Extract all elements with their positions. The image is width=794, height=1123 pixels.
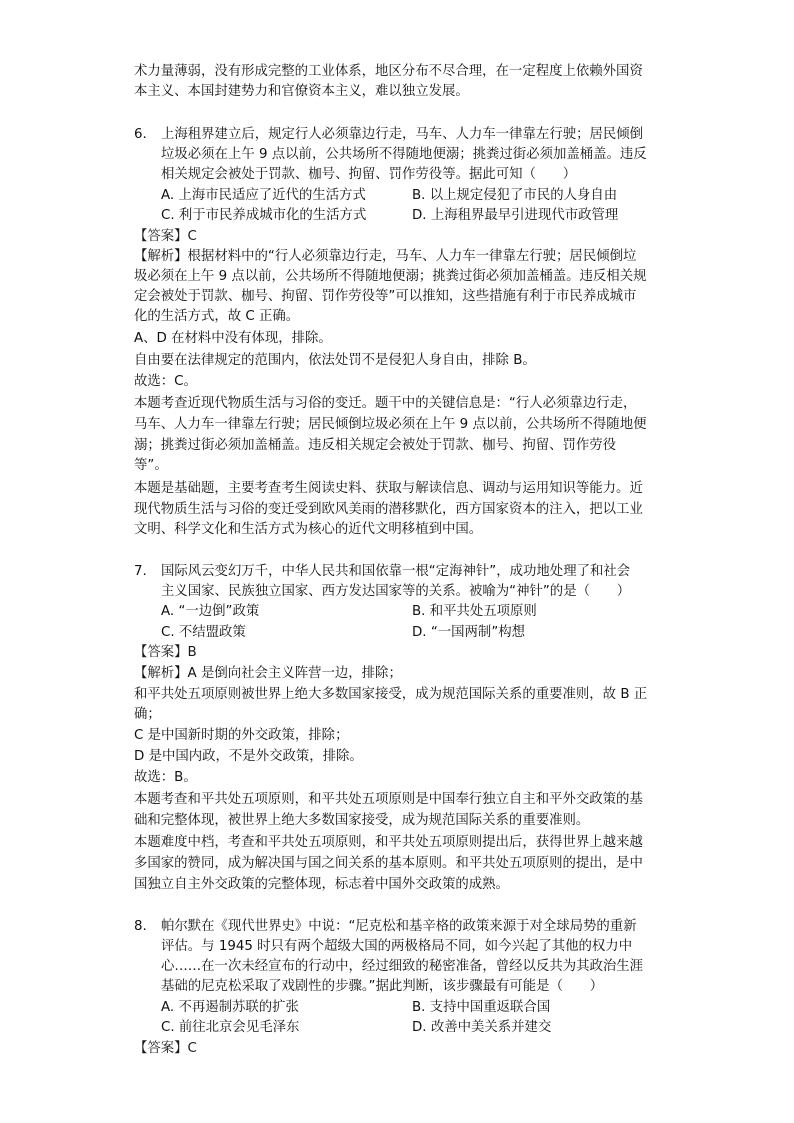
question-6-analysis: 故选：C。 (134, 374, 197, 389)
question-6-stem: 相关规定会被处于罚款、枷号、拘留、罚作劳役等。据此可知（ ） (161, 167, 577, 182)
question-7-analysis: 【解析】A 是倒向社会主义阵营一边，排除； (134, 666, 402, 681)
question-6-analysis: 定会被处于罚款、枷号、拘留、罚作劳役等”可以推知，这些措施有利于市民养成城市 (134, 289, 637, 304)
question-6-answer: 【答案】C (134, 229, 197, 244)
question-7-stem: 主义国家、民族独立国家、西方发达国家等的关系。被喻为“神针”的是（ ） (161, 584, 631, 599)
question-8-number: 8. (134, 919, 147, 934)
question-6-analysis: 马车、人力车一律靠左行驶；居民倾倒垃圾必须在上午 9 点以前，公共场所不得随地便 (134, 417, 647, 432)
question-6-analysis: 本题是基础题，主要考查考生阅读史料、获取与解读信息、调动与运用知识等能力。近 (134, 481, 643, 496)
question-6-analysis: 【解析】根据材料中的“行人必须靠边行走，马车、人力车一律靠左行驶；居民倾倒垃 (134, 249, 637, 264)
question-7-analysis: C 是中国新时期的外交政策，排除； (134, 728, 349, 743)
question-7-analysis: 本题考查和平共处五项原则，和平共处五项原则是中国奉行独立自主和平外交政策的基 (134, 792, 643, 807)
question-6-analysis: A、D 在材料中没有体现，排除。 (134, 331, 332, 346)
question-7-analysis: D 是中国内政，不是外交政策，排除。 (134, 749, 363, 764)
question-6-analysis: 等”。 (134, 458, 168, 473)
question-6-analysis: 自由要在法律规定的范围内，依法处罚不是侵犯人身自由，排除 B。 (134, 353, 536, 368)
question-8-option-d: D. 改善中美关系并建交 (412, 1020, 552, 1035)
question-8-option-a: A. 不再遏制苏联的扩张 (161, 1000, 299, 1015)
question-7-answer: 【答案】B (134, 645, 197, 660)
question-8-answer: 【答案】C (134, 1041, 197, 1056)
question-6-number: 6. (134, 127, 147, 142)
question-6-option-a: A. 上海市民适应了近代的生活方式 (161, 188, 366, 203)
question-7-analysis: 国独立自主外交政策的完整体现，标志着中国外交政策的成熟。 (134, 877, 509, 892)
question-7-analysis: 故选：B。 (134, 770, 197, 785)
question-6-analysis: 本题考查近现代物质生活与习俗的变迁。题干中的关键信息是：“行人必须靠边行走， (134, 396, 637, 411)
question-8-option-c: C. 前往北京会见毛泽东 (161, 1020, 300, 1035)
question-7-analysis: 多国家的赞同，成为解决国与国之间关系的基本原则。和平共处五项原则的提出，是中 (134, 856, 643, 871)
question-6-analysis: 化的生活方式，故 C 正确。 (134, 309, 300, 324)
question-8-stem: 帕尔默在《现代世界史》中说：“尼克松和基辛格的政策来源于对全球局势的重新 (161, 919, 637, 934)
question-8-stem: 心……在一次未经宣布的行动中，经过细致的秘密准备，曾经以反共为其政治生涯 (161, 959, 644, 974)
question-6-option-d: D. 上海租界最早引进现代市政管理 (412, 208, 619, 223)
question-8-option-b: B. 支持中国重返联合国 (412, 1000, 551, 1015)
question-6-analysis: 现代物质生活与习俗的变迁受到欧风美雨的潜移默化，西方国家资本的注入，把以工业 (134, 502, 643, 517)
question-6-analysis: 圾必须在上午 9 点以前，公共场所不得随地便溺；挑粪过街必须加盖桶盖。违反相关规 (134, 269, 647, 284)
question-7-option-b: B. 和平共处五项原则 (412, 604, 537, 619)
question-8-stem: 评估。与 1945 时只有两个超级大国的两极格局不同，如今兴起了其他的权力中 (161, 939, 633, 954)
question-7-stem: 国际风云变幻万千，中华人民共和国依靠一根“定海神针”，成功地处理了和社会 (161, 564, 631, 579)
question-8-stem: 基础的尼克松采取了戏剧性的步骤。”据此判断，该步骤最有可能是（ ） (161, 979, 604, 994)
carryover-line: 本主义、本国封建势力和官僚资本主义，难以独立发展。 (134, 84, 469, 99)
question-6-option-b: B. 以上规定侵犯了市民的人身自由 (412, 188, 618, 203)
question-6-stem: 垃圾必须在上午 9 点以前，公共场所不得随地便溺；挑粪过街必须加盖桶盖。违反 (161, 147, 647, 162)
question-7-analysis: 础和完整体现，被世界上绝大多数国家接受，成为规范国际关系的重要准则。 (134, 813, 590, 828)
question-7-option-d: D. “一国两制”构想 (412, 625, 526, 640)
question-6-option-c: C. 利于市民养成城市化的生活方式 (161, 208, 367, 223)
question-7-analysis: 确； (134, 707, 161, 722)
question-7-option-a: A. “一边倒”政策 (161, 604, 260, 619)
question-6-stem: 上海租界建立后，规定行人必须靠边行走，马车、人力车一律靠左行驶；居民倾倒 (161, 127, 644, 142)
carryover-line: 术力量薄弱，没有形成完整的工业体系，地区分布不尽合理，在一定程度上依赖外国资 (134, 64, 643, 79)
question-6-analysis: 文明、科学文化和生活方式为核心的近代文明移植到中国。 (134, 522, 483, 537)
question-7-analysis: 和平共处五项原则被世界上绝大多数国家接受，成为规范国际关系的重要准则，故 B 正 (134, 687, 648, 702)
question-7-option-c: C. 不结盟政策 (161, 625, 246, 640)
question-7-analysis: 本题难度中档，考查和平共处五项原则，和平共处五项原则提出后，获得世界上越来越 (134, 835, 643, 850)
question-7-number: 7. (134, 564, 147, 579)
question-6-analysis: 溺；挑粪过街必须加盖桶盖。违反相关规定会被处于罚款、枷号、拘留、罚作劳役 (134, 438, 617, 453)
